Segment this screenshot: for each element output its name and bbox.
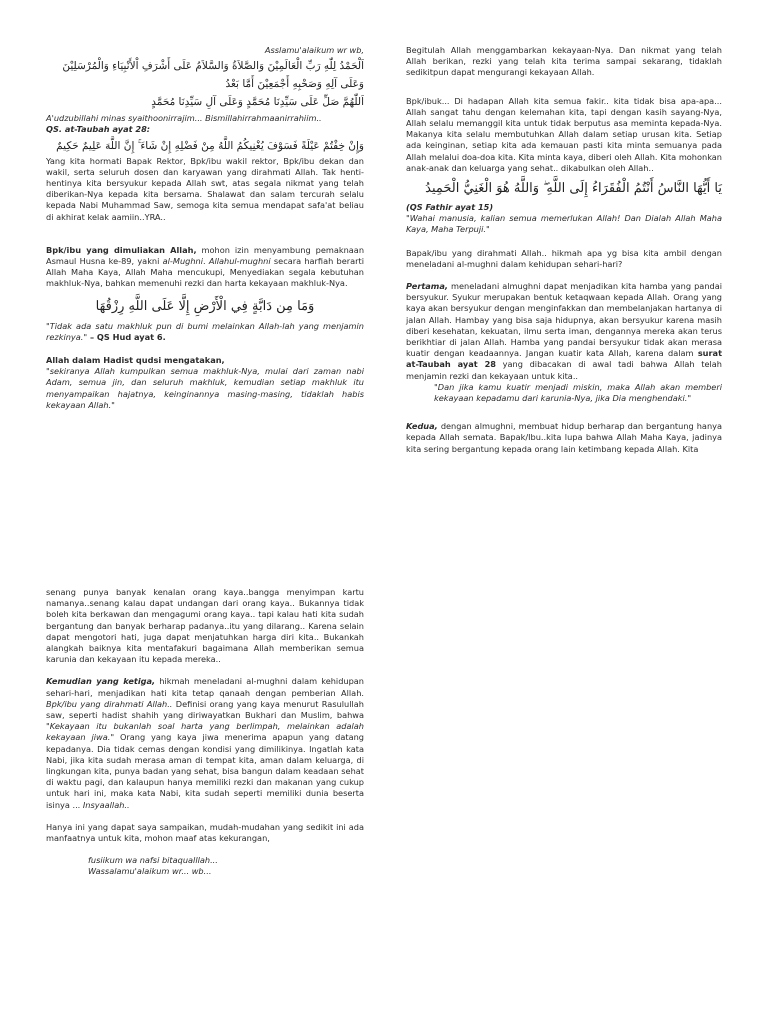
paragraph-kekayaan: Begitulah Allah menggambarkan kekayaan-Nya. Dan nikmat yang telah Allah berikan, rezki yang telah kita terima sampai sekarang, tidaklah sedikitpun dapat mengurangi kekayaan Allah. [406,45,722,78]
paragraph-closing: Hanya ini yang dapat saya sampaikan, mudah-mudahan yang sedikit ini ada manfaatnya untuk kita, mohon maaf atas kekurangan, [46,821,364,844]
arabic-opening-line-1: اَلْحَمْدُ لِلّٰهِ رَبِّ الْعَالَمِيْنَ وَالصَّلاَةُ وَالسَّلاَمُ عَلَى أَشْرَفِ اْلأَنْبِيَاءِ وَالْمُرْسَلِيْنَ [62,60,364,73]
ketiga-label: Kemudian yang ketiga, [46,676,156,687]
qs-taubah-reference: QS. at-Taubah ayat 28: [46,124,151,135]
pertama-quote: "Dan jika kamu kuatir menjadi miskin, maka Allah akan memberi kekayaan kepadamu dari karunia-Nya, jika Dia menghendaki." [434,381,722,404]
paragraph-al-mughni: Bpk/ibu yang dimuliakan Allah, mohon izin menyambung pemaknaan Asmaul Husna ke-89, yakni al-Mughni. Allahul-mughni secara harfiah berarti Allah Maha Kaya, Allah Maha mencukupi, Menyediakan segala kebutuhan makhluk-Nya, bahkan memenuhi rezki dan harta kekayaan makhluk-Nya. [46,244,365,289]
paragraph-kedua: Kedua, dengan almughni, membuat hidup berharap dan bergantung hanya kepada Allah semata. Bapak/Ibu..kita lupa bahwa Allah Maha Kaya, jadinya kita sering bergantung kepada orang lain ketimbang kepada Allah. Kita [406,421,722,454]
arabic-verse-taubah: وَإِنْ خِفْتُمْ عَيْلَةً فَسَوْفَ يُغْنِيكُمُ اللَّهُ مِنْ فَضْلِهِ إِنْ شَاءَ ۚ إِنَّ اللَّهَ عَلِيمٌ حَكِيمٌ [56,139,364,152]
left-column-top [46,45,364,411]
arabic-opening-line-2: وَعَلَى آلِهِ وَصَحْبِهِ أَجْمَعِيْنَ أَمَّا بَعْدُ [225,78,364,91]
paragraph-pertama: Pertama, meneladani almughni dapat menjadikan kita hamba yang pandai bersyukur. Syukur merupakan bentuk ketaqwaan kepada Allah. Orang yang kaya akan bersyukur dengan menginfakkan dan membelanjakan hartanya di jalan Allah. Hambay yang bisa saja hidupnya, akan bersyukur karena masih diberi kesehatan, kekuatan, ilmu serta iman, dengannya mereka akan terus berikhtiar di jalan Allah. Hamba yang pandai bersyukur tidak akan merasa kuatir dengan keadaannya. Jangan kuatir kata Allah, karena dalam surat at-Taubah ayat 28 yang dibacakan di awal tadi bahwa Allah telah menjamin rezki dan kekayaan untuk kita.. [406,281,722,381]
paragraph-opening: Yang kita hormati Bapak Rektor, Bpk/ibu wakil rektor, Bpk/ibu dekan dan wakil, serta seluruh dosen dan karyawan yang dirahmati Allah. Tak henti-hentinya kita bersyukur kepada Allah swt, atas segala nikmat yang telah diberikan-Nya kepada kita bersama. Shalawat dan salam tercurah selalu kepada Nabi Muhammad Saw, semoga kita semua mendapat safa'at beliau di akhirat kelak aamiin..YRA.. [46,155,364,222]
arabic-opening-line-3: اَللّٰهُمَّ صَلِّ عَلَى سَيِّدِنَا مُحَمَّدٍ وَعَلَى آلِ سَيِّدِنَا مُحَمَّدٍ [151,96,364,109]
kedua-label: Kedua, [406,421,438,432]
arabic-verse-hud: وَمَا مِن دَابَّةٍ فِي الْأَرْضِ إِلَّا عَلَى اللَّهِ رِزْقُهَا [95,298,315,314]
right-column-top [406,45,722,455]
paragraph-al-mughni-lead: Bpk/ibu yang dimuliakan Allah, [46,244,197,255]
paragraph-kedua-continued: senang punya banyak kenalan orang kaya..bangga menyimpan kartu namanya..senang kalau dapat undangan dari orang kaya.. Bukannya tidak boleh kita berkawan dan mengagumi orang kaya.. tapi kalau hati kita sudah bergantung dan banyak berharap padanya..itu yang dilarang.. Karena selain dapat mengotori hati, juga dapat menjatuhkan harga diri kita.. Bukankah alangkah baiknya kita mentafakuri bagaimana Allah memberikan semua karunia dan kekayaan itu kepada mereka.. [46,587,364,665]
taawudz: A'udzubillahi minas syaithoonirrajim... Bismillahirrahmaanirrahiim.. [46,113,322,124]
paragraph-fakir: Bpk/ibuk... Di hadapan Allah kita semua fakir.. kita tidak bisa apa-apa... Allah sangat tahu dengan kelemahan kita, tapi dengan kasih sayang-Nya, Allah selalu memanggil kita untuk tidak berputus asa meminta kepada-Nya. Makanya kita selalu membutuhkan Allah dalam setiap urusan kita. Setiap ada keinginan, setiap kita ada kemauan pasti kita minta semuanya pada Allah melalui doa-doa kita. Kita minta kaya, diberi oleh Allah. Kita mohonkan anak-anak dan keluarga yang sehat.. dikabulkan oleh Allah.. [406,95,722,173]
fathir-translation: "Wahai manusia, kalian semua memerlukan Allah! Dan Dialah Allah Maha Kaya, Maha Terpuji." [406,213,722,235]
paragraph-hikmah-question: Bapak/ibu yang dirahmati Allah.. hikmah apa yg bisa kita ambil dengan meneladani al-mughni dalam kehidupan sehari-hari? [406,247,722,269]
pertama-label: Pertama, [406,281,448,292]
qs-fathir-reference: (QS Fathir ayat 15) [406,202,494,213]
signoff-line-1: fusiikum wa nafsi bitaqualllah... [88,855,218,866]
hadist-title: Allah dalam Hadist qudsi mengatakan, [46,355,225,366]
signoff-line-2: Wassalamu'alaikum wr... wb... [88,866,212,877]
hud-translation: "Tidak ada satu makhluk pun di bumi melainkan Allah-lah yang menjamin rezkinya." – QS Hud ayat 6. [46,320,364,342]
greeting: Asslamu'alaikum wr wb, [264,45,364,55]
left-column-bottom [46,587,364,878]
hadist-text: "sekiranya Allah kumpulkan semua makhluk-Nya, mulai dari zaman nabi Adam, semua jin, dan seluruh makhluk, kemudian setiap makhluk itu menyampaikan hajatnya, keinginannya masing-masing, tidaklah habis kekayaan Allah." [46,366,364,410]
paragraph-ketiga: Kemudian yang ketiga, hikmah meneladani al-mughni dalam kehidupan sehari-hari, menjadikan hati kita tetap qanaah dengan pemberian Allah. Bpk/ibu yang dirahmati Allah.. Definisi orang yang kaya menurut Rasulullah saw, seperti hadist shahih yang diriwayatkan Bukhari dan Muslim, bahwa "Kekayaan itu bukanlah soal harta yang berlimpah, melainkan adalah kekayaan jiwa." Orang yang kaya jiwa menerima apapun yang datang kepadanya. Dia tidak cemas dengan kondisi yang dimilikinya. Ingatlah kata Nabi, jika kita sudah merasa aman di tempat kita, aman dalam keluarga, di lingkungan kita, punya badan yang sehat, bisa bangun dalam keadaan sehat di waktu pagi, dan kalaupun hanya memiliki rezki dan makanan yang cukup untuk hari ini, maka kata Nabi, kita sudah seperti memiliki dunia beserta isinya ... Insyaallah.. [46,676,365,810]
arabic-verse-fathir: يَا أَيُّهَا النَّاسُ أَنْتُمُ الْفُقَرَاءُ إِلَى اللَّهِ ۖ وَاللَّهُ هُوَ الْغَنِيُّ الْحَمِيدُ [425,181,722,197]
